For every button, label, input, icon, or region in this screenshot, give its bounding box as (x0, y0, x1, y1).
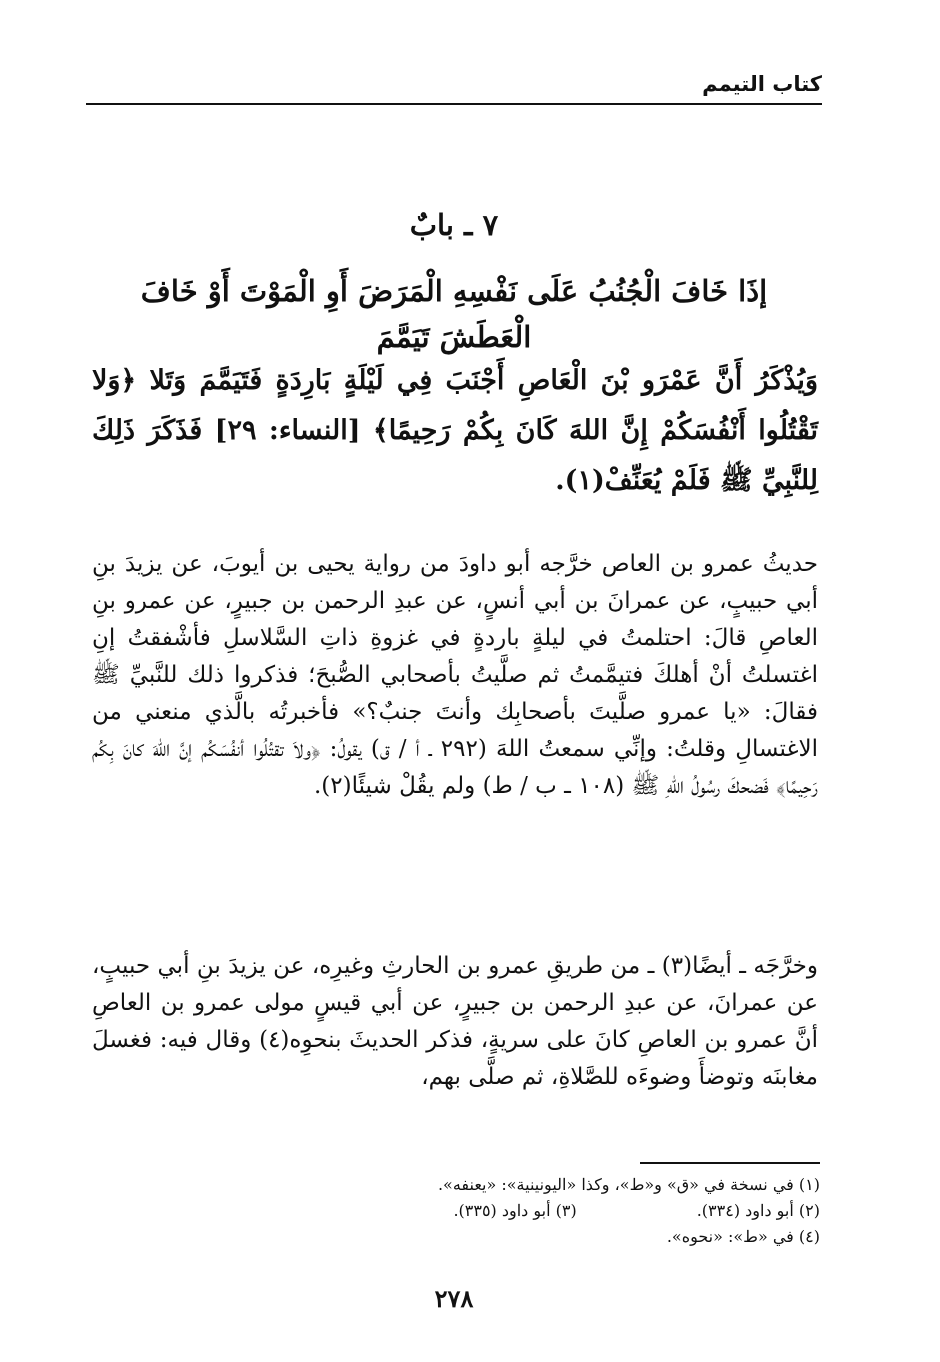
footnote-2: (٢) أبو داود (٣٣٤). (696, 1201, 820, 1220)
page-number: ٢٧٨ (434, 1284, 474, 1313)
footnotes (150, 1172, 820, 1250)
header-rule (86, 103, 822, 105)
footnote-3: (٣) أبو داود (٣٣٥). (453, 1201, 577, 1220)
chapter-number-heading: ٧ ـ بابٌ (409, 208, 499, 242)
main-hadith-text: وَيُذْكَرُ أَنَّ عَمْرَو بْنَ الْعَاصِ أَجْنَبَ فِي لَيْلَةٍ بَارِدَةٍ فَتَيَمَّمَ وَتَلا ﴿وَلا تَقْتُلُوا أَنْفُسَكُمْ إِنَّ اللهَ كَانَ بِكُمْ رَحِيمًا﴾ [النساء: ٢٩] فَذَكَرَ ذَلِكَ لِلنَّبِيِّ ﷺ فَلَمْ يُعَنِّفْ(١). (92, 365, 818, 496)
commentary-paragraph: حديثُ عمرو بن العاص خرَّجه أبو داودَ من رواية يحيى بن أيوبَ، عن يزيدَ بنِ أبي حبيبٍ، عن عمرانَ بن أبي أنسٍ، عن عبدِ الرحمن بن جبيرٍ، عن عمرو بنِ العاصِ قالَ: احتلمتُ في ليلةٍ باردةٍ في غزوةِ ذاتِ السَّلاسلِ فأشْفقتُ إنِ اغتسلتُ أنْ أهلكَ فتيمَّمتُ ثم صلَّيتُ بأصحابي الصُّبحَ؛ فذكروا ذلك للنَّبيِّ ﷺ فقالَ: «يا عمرو صلَّيتَ بأصحابِك وأنتَ جنبٌ؟» فأخبرتُه بالَّذي منعني من الاغتسالِ وقلتُ: وإنِّي سمعتُ اللهَ (٢٩٢ ـ أ / ق) يقولُ: ﴿ولاَ تقتُلُوا أنفُسَكُم إنَّ اللهَ كانَ بِكُم رَحِيمًا﴾ فَضحكَ رسُولُ اللهِ ﷺ (١٠٨ ـ ب / ط) ولم يقُلْ شيئًا(٢). (92, 551, 819, 799)
footnote-1: (١) في نسخة في «ق» و«ط»، وكذا «اليونينية»: «يعنفه». (437, 1175, 820, 1194)
footnote-4: (٤) في «ط»: «نحوه». (666, 1227, 820, 1246)
footnote-row (150, 1198, 820, 1224)
commentary-paragraph: وخرَّجَه ـ أيضًا(٣) ـ من طريقِ عمرو بن الحارثِ وغيرِه، عن يزيدَ بنِ أبي حبيبٍ، عن عمرانَ، عن عبدِ الرحمن بن جبيرٍ، عن أبي قيسٍ مولى عمرو بن العاصِ أنَّ عمرو بن العاصِ كانَ على سريةٍ، فذكر الحديثَ بنحوِه(٤) وقال فيه: فغسلَ مغابنَه وتوضأَ وضوءَه للصَّلاةِ، ثم صلَّى بهم، (92, 953, 818, 1090)
running-header-title: كتاب التيمم (702, 72, 822, 96)
footnote-rule (640, 1162, 820, 1164)
chapter-title: إذَا خَافَ الْجُنُبُ عَلَى نَفْسِهِ الْمَرَضَ أَوِ الْمَوْتَ أَوْ خَافَ الْعَطَشَ تَيَمَّمَ (140, 274, 768, 354)
